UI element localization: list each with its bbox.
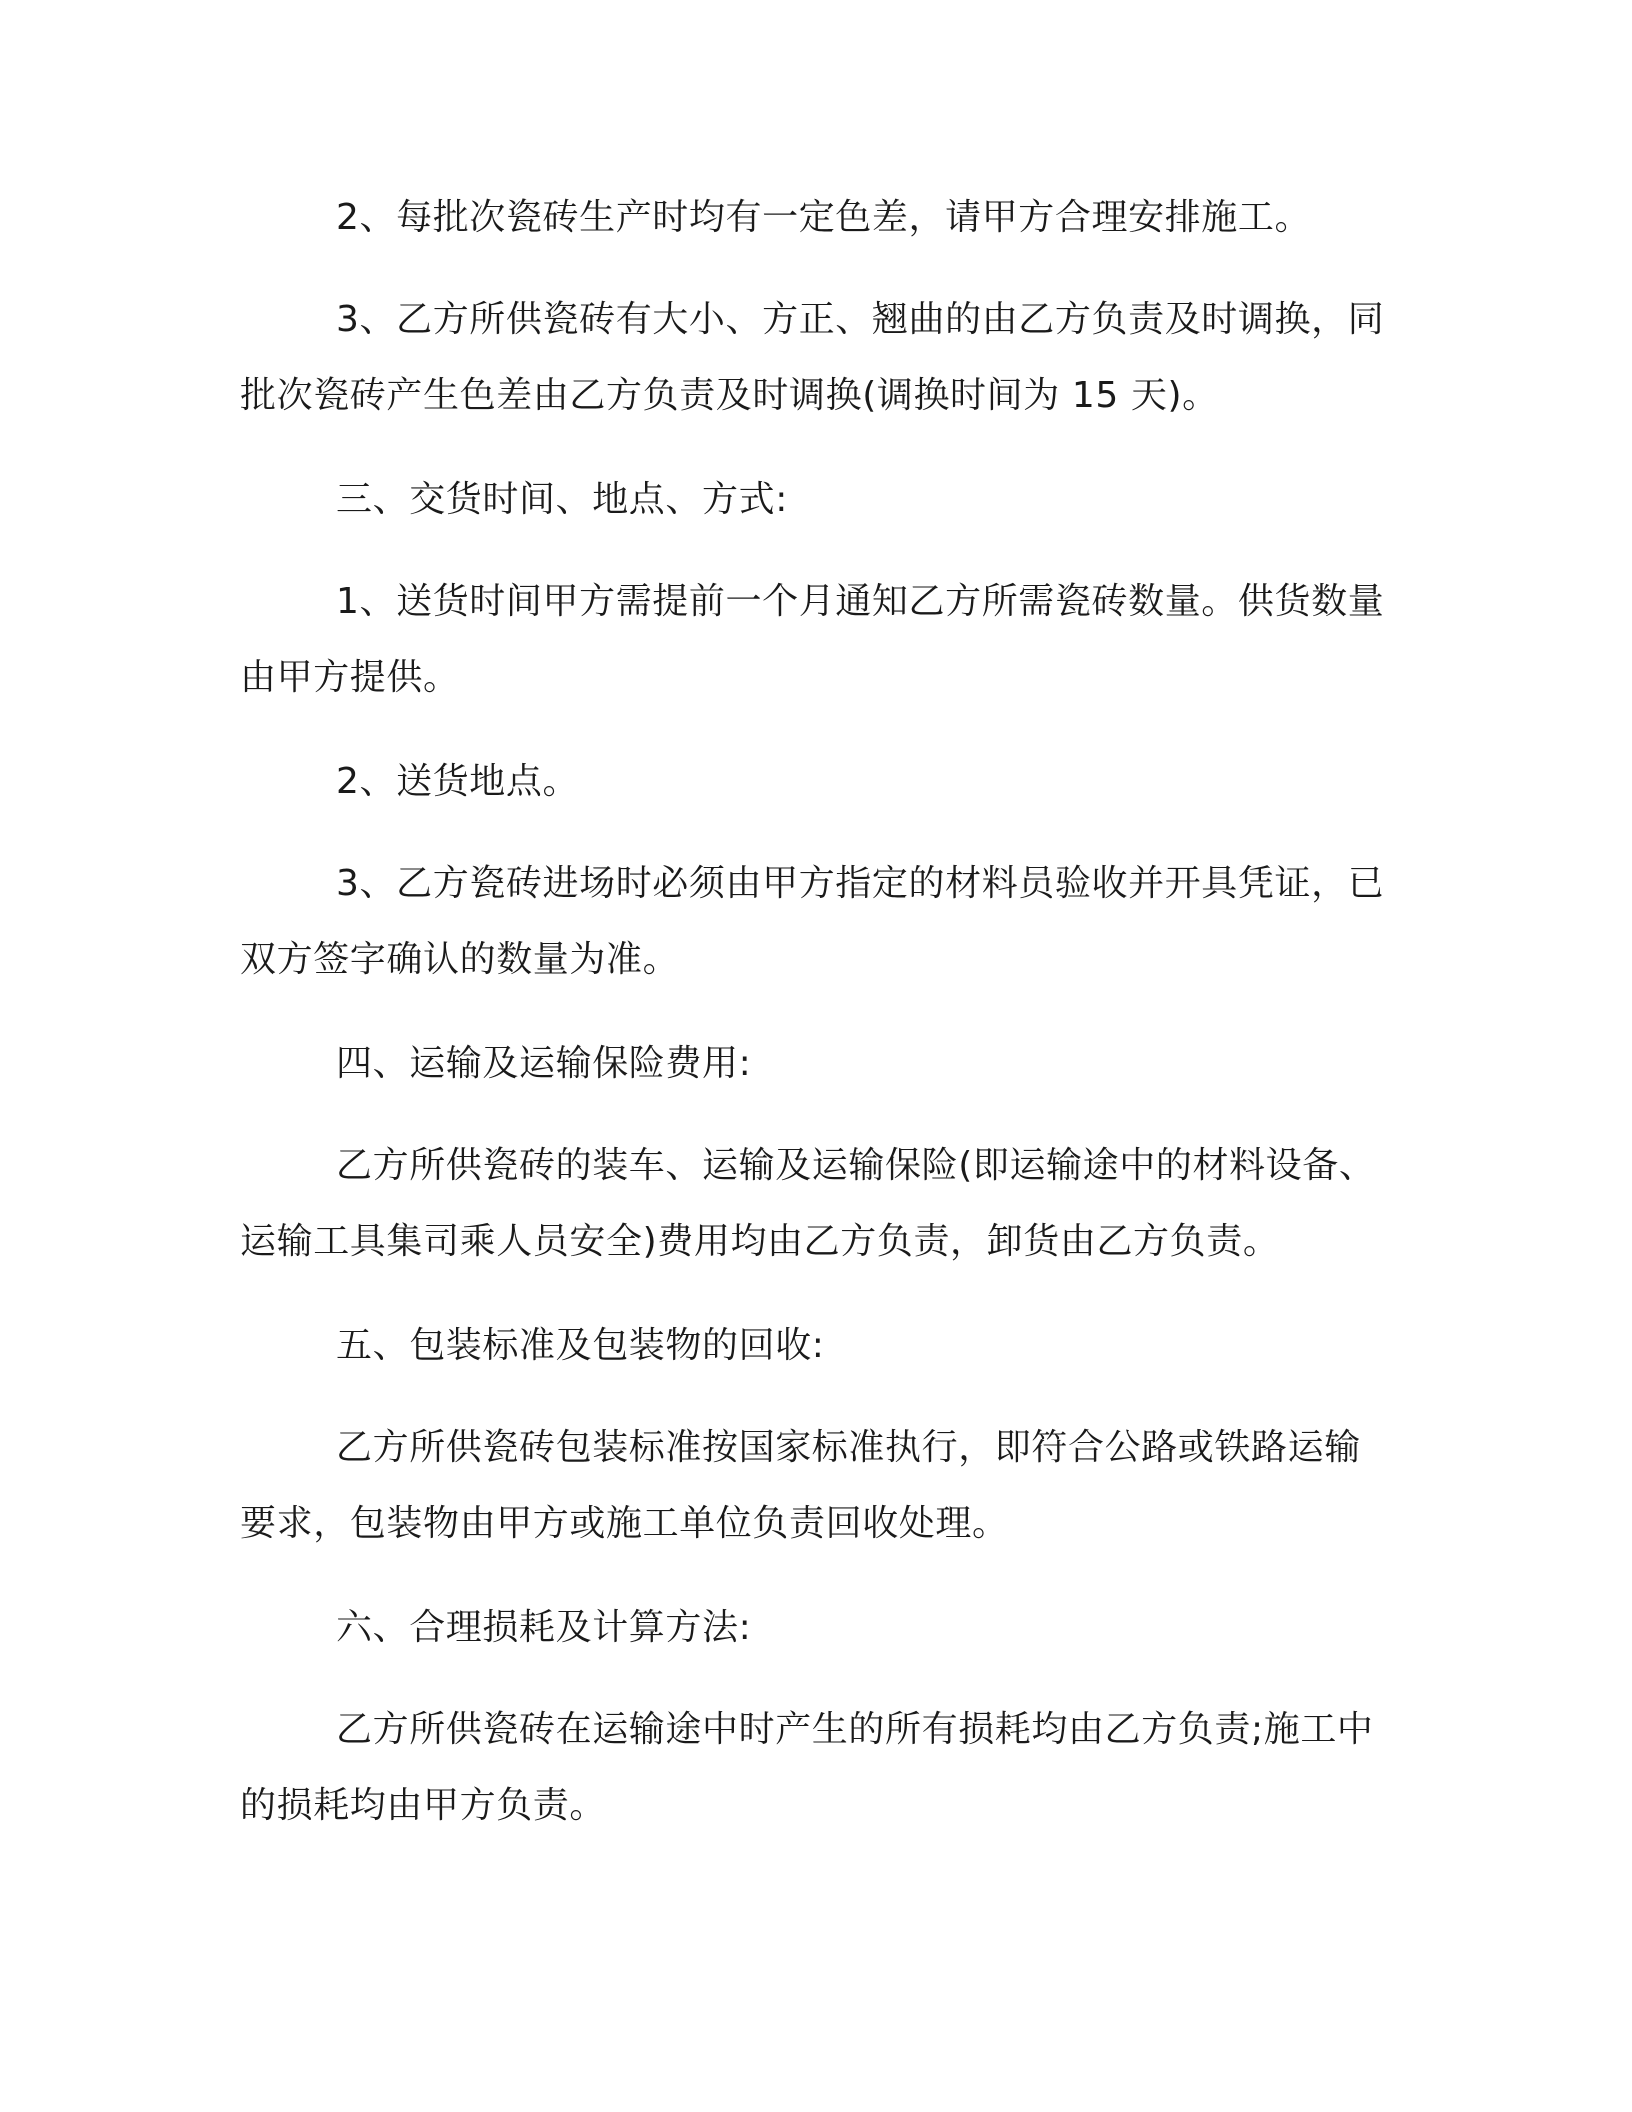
paragraph-acceptance: 3、乙方瓷砖进场时必须由甲方指定的材料员验收并开具凭证，已双方签字确认的数量为准。 [240,863,1385,980]
section-heading-transport: 四、运输及运输保险费用: [336,1043,752,1084]
section-heading-delivery: 三、交货时间、地点、方式: [336,479,788,520]
paragraph-color-difference: 2、每批次瓷砖生产时均有一定色差，请甲方合理安排施工。 [336,197,1312,238]
paragraph-packaging-standard: 乙方所供瓷砖包装标准按国家标准执行，即符合公路或铁路运输要求，包装物由甲方或施工单位负责回收处理。 [240,1427,1361,1544]
section-heading-loss: 六、合理损耗及计算方法: [336,1607,752,1648]
paragraph-delivery-time: 1、送货时间甲方需提前一个月通知乙方所需瓷砖数量。供货数量由甲方提供。 [240,581,1385,698]
section-heading-packaging: 五、包装标准及包装物的回收: [336,1325,825,1366]
paragraph-size-replacement: 3、乙方所供瓷砖有大小、方正、翘曲的由乙方负责及时调换，同批次瓷砖产生色差由乙方负责及时调换(调换时间为 15 天)。 [240,299,1385,416]
paragraph-delivery-location: 2、送货地点。 [336,761,580,802]
paragraph-transport-costs: 乙方所供瓷砖的装车、运输及运输保险(即运输途中的材料设备、运输工具集司乘人员安全)费用均由乙方负责，卸货由乙方负责。 [240,1145,1376,1262]
paragraph-loss-calculation: 乙方所供瓷砖在运输途中时产生的所有损耗均由乙方负责;施工中的损耗均由甲方负责。 [240,1709,1374,1826]
